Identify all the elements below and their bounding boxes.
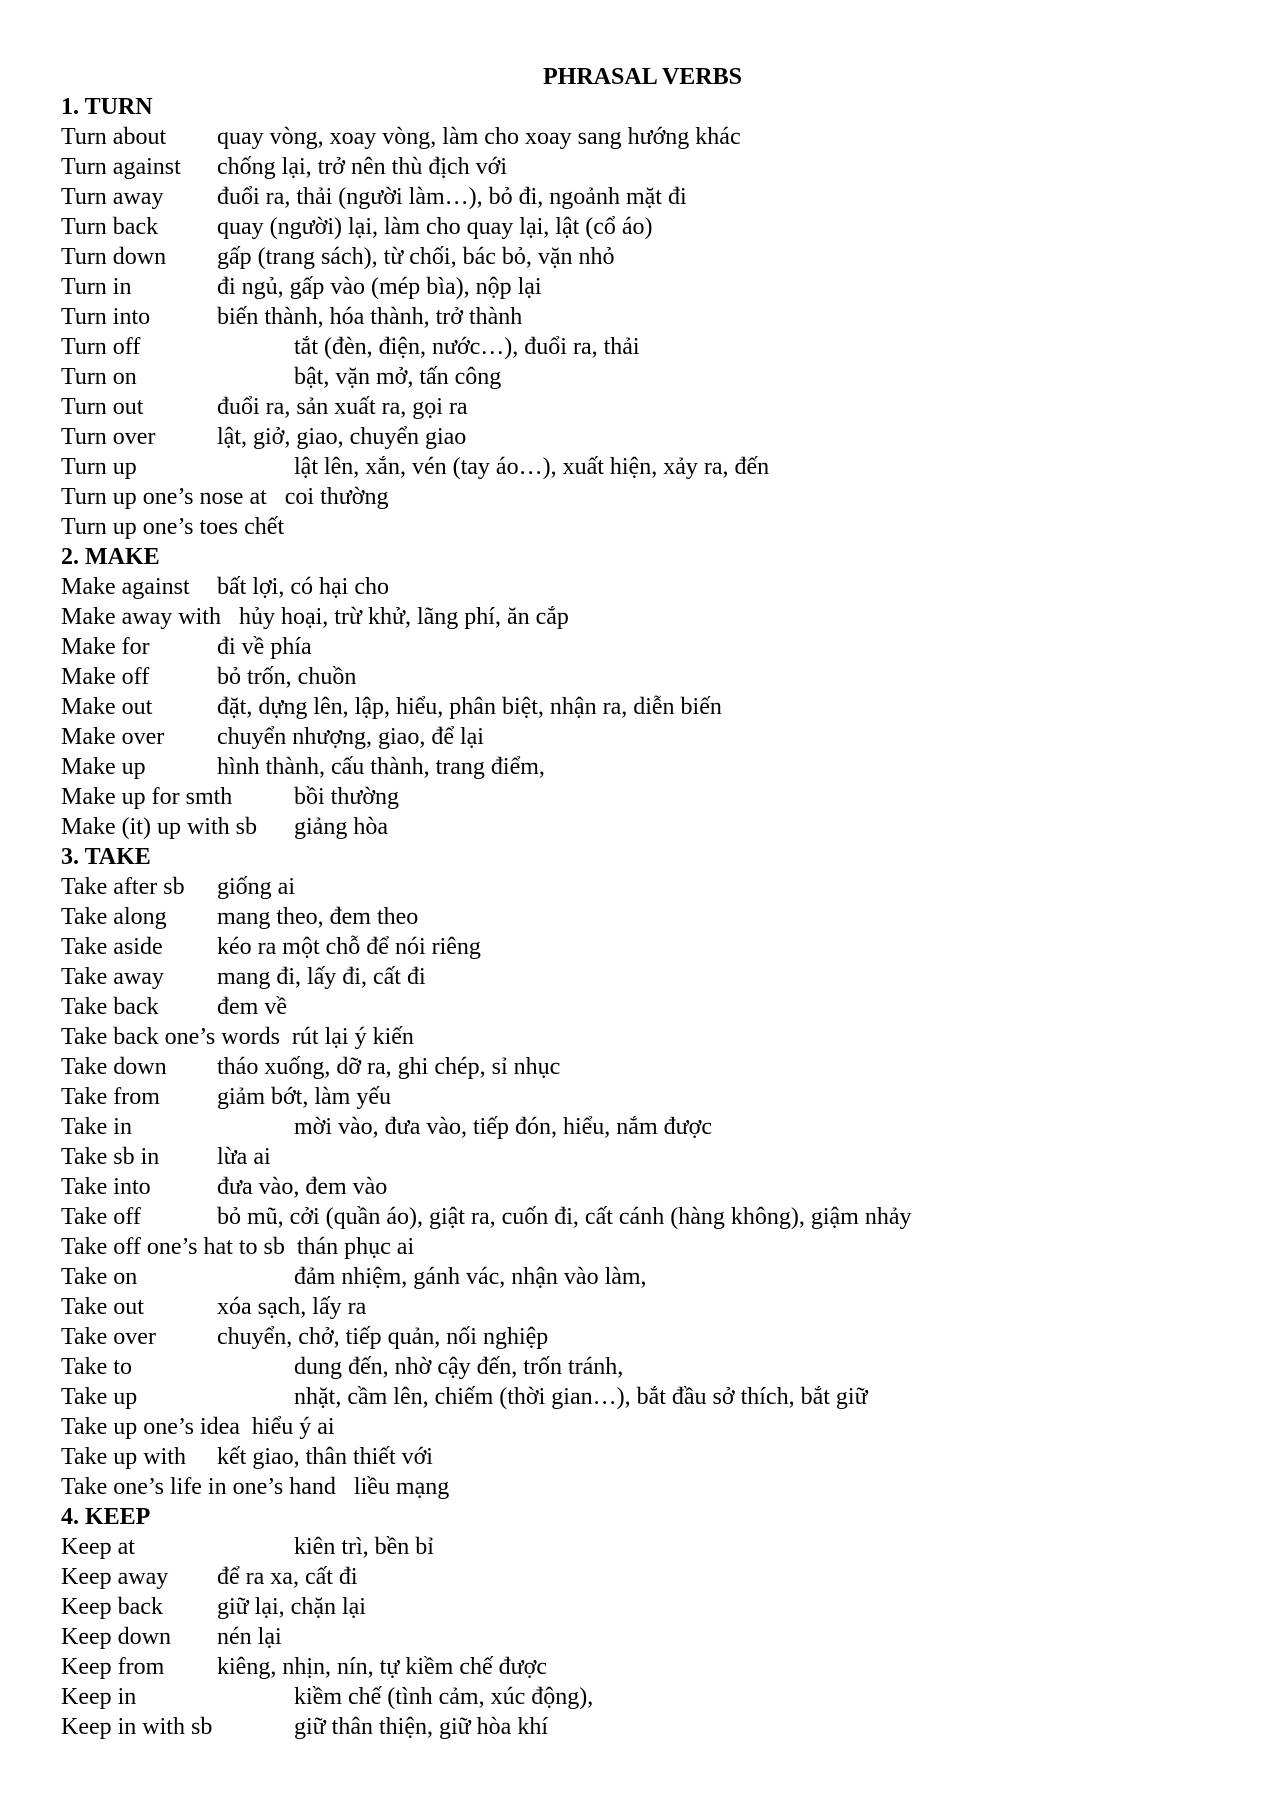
entry-definition: bồi thường xyxy=(294,784,400,810)
entry-term: Turn back xyxy=(61,214,159,240)
entry-definition: mang đi, lấy đi, cất đi xyxy=(217,964,426,990)
entry xyxy=(61,872,1241,902)
entry-definition: đuổi ra, thải (người làm…), bỏ đi, ngoảnh mặt đi xyxy=(217,184,687,210)
entry xyxy=(61,482,1241,512)
entry-term: Turn in xyxy=(61,274,132,300)
entry xyxy=(61,1622,1241,1652)
entry-term: Take off xyxy=(61,1204,141,1230)
entry-definition: bỏ mũ, cởi (quần áo), giật ra, cuốn đi, cất cánh (hàng không), giậm nhảy xyxy=(217,1204,912,1230)
entry-definition: dung đến, nhờ cậy đến, trốn tránh, xyxy=(294,1354,624,1380)
entry-definition: biến thành, hóa thành, trở thành xyxy=(217,304,523,330)
entry xyxy=(61,782,1241,812)
entry-definition: kiêng, nhịn, nín, tự kiềm chế được xyxy=(217,1654,547,1680)
entry xyxy=(61,362,1241,392)
entry-term: Keep in with sb xyxy=(61,1714,213,1740)
entry-term: Turn up one’s toes xyxy=(61,514,239,540)
entry-definition: hủy hoại, trừ khử, lãng phí, ăn cắp xyxy=(238,604,569,630)
section-heading: 1. TURN xyxy=(61,94,153,120)
entry-term: Take into xyxy=(61,1174,151,1200)
entry xyxy=(61,1352,1241,1382)
entry-term: Take off one’s hat to sb xyxy=(61,1234,285,1260)
entry-term: Take along xyxy=(61,904,167,930)
entry-term: Turn off xyxy=(61,334,141,360)
entry-definition: kiên trì, bền bỉ xyxy=(294,1534,434,1560)
entry-term: Turn up xyxy=(61,454,137,480)
entry-term: Make for xyxy=(61,634,150,660)
entry xyxy=(61,1082,1241,1112)
entry-definition: liều mạng xyxy=(353,1474,450,1500)
entry xyxy=(61,602,1241,632)
entry-term: Take up xyxy=(61,1384,138,1410)
entry-term: Make out xyxy=(61,694,153,720)
entry-definition: rút lại ý kiến xyxy=(291,1024,414,1050)
entry-term: Take sb in xyxy=(61,1144,160,1170)
entry xyxy=(61,1232,1241,1262)
phrasal-verb-list xyxy=(61,92,1241,1742)
entry-definition: tắt (đèn, điện, nước…), đuổi ra, thải xyxy=(294,334,640,360)
entry-term: Turn up one’s nose at xyxy=(61,484,267,510)
entry-definition: quay vòng, xoay vòng, làm cho xoay sang hướng khác xyxy=(217,124,741,150)
entry xyxy=(61,722,1241,752)
entry-definition: đem về xyxy=(217,994,287,1020)
entry-term: Take aside xyxy=(61,934,163,960)
entry-term: Make off xyxy=(61,664,150,690)
entry xyxy=(61,1682,1241,1712)
entry xyxy=(61,422,1241,452)
entry-term: Turn out xyxy=(61,394,144,420)
entry-definition: thán phục ai xyxy=(296,1234,415,1260)
entry xyxy=(61,1202,1241,1232)
entry-term: Turn over xyxy=(61,424,156,450)
entry-term: Keep in xyxy=(61,1684,137,1710)
entry-definition: giảm bớt, làm yếu xyxy=(217,1084,391,1110)
entry-definition: giống ai xyxy=(217,874,295,900)
entry xyxy=(61,752,1241,782)
entry-definition: mời vào, đưa vào, tiếp đón, hiểu, nắm được xyxy=(294,1114,712,1140)
entry xyxy=(61,902,1241,932)
entry-term: Turn on xyxy=(61,364,137,390)
entry xyxy=(61,1292,1241,1322)
entry-definition: đặt, dựng lên, lập, hiểu, phân biệt, nhận ra, diễn biến xyxy=(217,694,722,720)
entry xyxy=(61,1592,1241,1622)
entry xyxy=(61,1412,1241,1442)
entry-definition: kéo ra một chỗ để nói riêng xyxy=(217,934,481,960)
entry-term: Keep back xyxy=(61,1594,163,1620)
entry-definition: giữ lại, chặn lại xyxy=(217,1594,366,1620)
entry xyxy=(61,1172,1241,1202)
entry-definition: coi thường xyxy=(284,484,389,510)
entry-definition: đảm nhiệm, gánh vác, nhận vào làm, xyxy=(294,1264,647,1290)
entry xyxy=(61,1262,1241,1292)
entry-definition: lật, giở, giao, chuyển giao xyxy=(217,424,467,450)
entry xyxy=(61,1112,1241,1142)
entry-definition: đi về phía xyxy=(217,634,312,660)
entry xyxy=(61,1712,1241,1742)
entry-definition: hình thành, cấu thành, trang điểm, xyxy=(217,754,545,780)
entry-term: Take away xyxy=(61,964,164,990)
entry-term: Take out xyxy=(61,1294,144,1320)
entry-term: Make against xyxy=(61,574,190,600)
entry xyxy=(61,1022,1241,1052)
entry xyxy=(61,1442,1241,1472)
entry xyxy=(61,932,1241,962)
entry-term: Take up one’s idea xyxy=(61,1414,240,1440)
entry-definition: đưa vào, đem vào xyxy=(217,1174,388,1200)
entry xyxy=(61,692,1241,722)
entry-definition: nén lại xyxy=(217,1624,282,1650)
entry-definition: để ra xa, cất đi xyxy=(217,1564,358,1590)
entry-term: Make away with xyxy=(61,604,221,630)
entry-definition: hiểu ý ai xyxy=(251,1414,335,1440)
entry xyxy=(61,392,1241,422)
entry xyxy=(61,182,1241,212)
entry-term: Turn into xyxy=(61,304,151,330)
entry-definition: giảng hòa xyxy=(294,814,388,840)
entry-term: Take back xyxy=(61,994,159,1020)
entry-definition: chống lại, trở nên thù địch với xyxy=(217,154,507,180)
entry-term: Turn against xyxy=(61,154,181,180)
entry-term: Take in xyxy=(61,1114,132,1140)
entry-term: Take over xyxy=(61,1324,156,1350)
entry-definition: tháo xuống, dỡ ra, ghi chép, sỉ nhục xyxy=(217,1054,561,1080)
entry-definition: kết giao, thân thiết với xyxy=(217,1444,433,1470)
entry-definition: bất lợi, có hại cho xyxy=(217,574,389,600)
entry-term: Keep at xyxy=(61,1534,135,1560)
entry xyxy=(61,962,1241,992)
entry-definition: mang theo, đem theo xyxy=(217,904,419,930)
entry-definition: chết xyxy=(244,514,285,540)
entry xyxy=(61,452,1241,482)
entry-definition: đi ngủ, gấp vào (mép bìa), nộp lại xyxy=(217,274,542,300)
entry-term: Turn away xyxy=(61,184,164,210)
entry-definition: chuyển nhượng, giao, để lại xyxy=(217,724,484,750)
entry-term: Take to xyxy=(61,1354,132,1380)
entry xyxy=(61,272,1241,302)
entry-term: Keep away xyxy=(61,1564,169,1590)
entry xyxy=(61,1472,1241,1502)
entry-definition: đuổi ra, sản xuất ra, gọi ra xyxy=(217,394,468,420)
entry xyxy=(61,1532,1241,1562)
entry-definition: lừa ai xyxy=(217,1144,271,1170)
entry xyxy=(61,662,1241,692)
entry xyxy=(61,812,1241,842)
entry-term: Take up with xyxy=(61,1444,186,1470)
entry xyxy=(61,1562,1241,1592)
entry xyxy=(61,152,1241,182)
entry-term: Take down xyxy=(61,1054,167,1080)
entry xyxy=(61,1142,1241,1172)
entry xyxy=(61,1382,1241,1412)
entry-term: Turn about xyxy=(61,124,167,150)
entry-definition: bật, vặn mở, tấn công xyxy=(294,364,502,390)
entry xyxy=(61,332,1241,362)
entry xyxy=(61,122,1241,152)
section-heading: 3. TAKE xyxy=(61,844,151,870)
entry xyxy=(61,992,1241,1022)
entry-definition: giữ thân thiện, giữ hòa khí xyxy=(294,1714,548,1740)
entry-definition: gấp (trang sách), từ chối, bác bỏ, vặn nhỏ xyxy=(217,244,615,270)
entry xyxy=(61,1652,1241,1682)
section-heading: 4. KEEP xyxy=(61,1504,151,1530)
entry-term: Make over xyxy=(61,724,165,750)
entry-definition: quay (người) lại, làm cho quay lại, lật (cổ áo) xyxy=(217,214,653,240)
entry-term: Take on xyxy=(61,1264,138,1290)
entry-definition: xóa sạch, lấy ra xyxy=(217,1294,367,1320)
entry xyxy=(61,632,1241,662)
entry xyxy=(61,1322,1241,1352)
entry-term: Make up for smth xyxy=(61,784,233,810)
entry-definition: kiềm chế (tình cảm, xúc động), xyxy=(294,1684,594,1710)
entry xyxy=(61,242,1241,272)
section-heading: 2. MAKE xyxy=(61,544,160,570)
entry-term: Make (it) up with sb xyxy=(61,814,257,840)
entry-definition: bỏ trốn, chuồn xyxy=(217,664,357,690)
entry-term: Keep from xyxy=(61,1654,165,1680)
entry xyxy=(61,512,1241,542)
entry-term: Take from xyxy=(61,1084,160,1110)
entry-definition: nhặt, cầm lên, chiếm (thời gian…), bắt đầu sở thích, bắt giữ xyxy=(294,1384,868,1410)
entry-term: Make up xyxy=(61,754,146,780)
entry-definition: chuyển, chở, tiếp quản, nối nghiệp xyxy=(217,1324,549,1350)
entry xyxy=(61,572,1241,602)
entry-term: Take back one’s words xyxy=(61,1024,280,1050)
entry-term: Turn down xyxy=(61,244,167,270)
entry xyxy=(61,1052,1241,1082)
entry xyxy=(61,212,1241,242)
entry-term: Take after sb xyxy=(61,874,185,900)
page-title: PHRASAL VERBS xyxy=(543,64,742,90)
entry xyxy=(61,302,1241,332)
entry-term: Take one’s life in one’s hand xyxy=(61,1474,336,1500)
entry-term: Keep down xyxy=(61,1624,171,1650)
entry-definition: lật lên, xắn, vén (tay áo…), xuất hiện, xảy ra, đến xyxy=(294,454,770,480)
